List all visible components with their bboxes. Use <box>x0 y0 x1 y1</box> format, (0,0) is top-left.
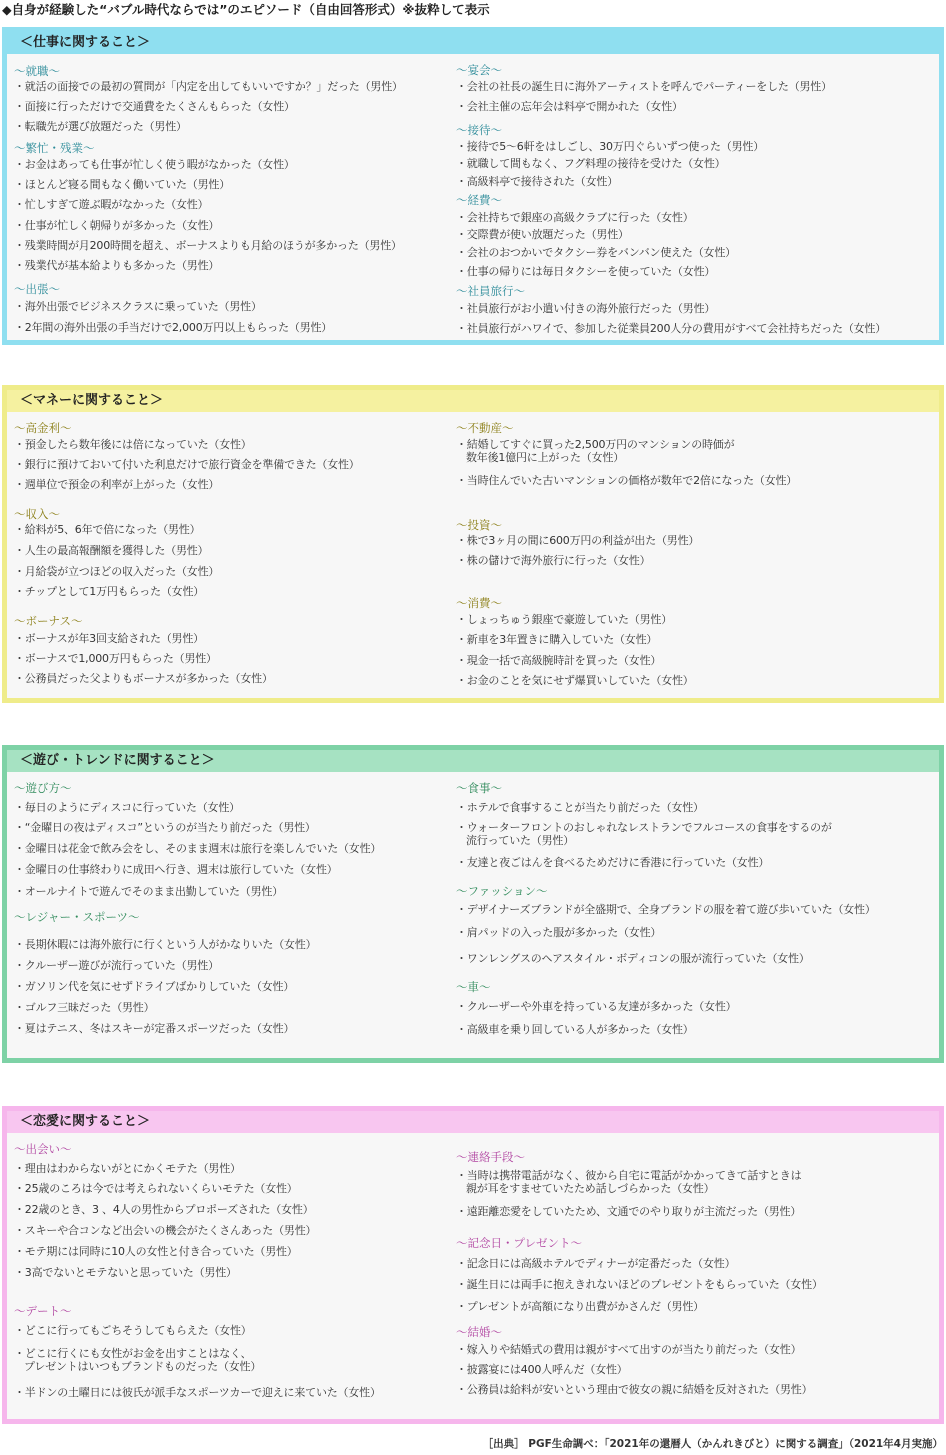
episode-item <box>14 1266 237 1279</box>
episode-item <box>14 1245 298 1258</box>
episode-item <box>14 239 402 252</box>
section-heading: ＜遊び・トレンドに関すること＞ <box>7 750 939 772</box>
episode-item <box>456 1278 823 1291</box>
episode-item <box>456 1205 801 1218</box>
episode-item <box>14 885 283 898</box>
episode-item <box>14 821 316 834</box>
episode-item-text: ・面接に行っただけで交通費をたくさんもらった（女性） <box>14 100 295 113</box>
episode-item <box>14 100 295 113</box>
category-label: ～結婚～ <box>456 1325 502 1339</box>
episode-item <box>14 458 360 471</box>
episode-item <box>14 544 208 557</box>
episode-item <box>456 1363 628 1376</box>
category-label: ～食事～ <box>456 781 502 795</box>
episode-item-text: ・クルーザーや外車を持っている友達が多かった（女性） <box>456 1000 737 1013</box>
episode-item-text: ・高級料亭で接待された（女性） <box>456 175 618 188</box>
category-label: ～車～ <box>456 980 491 994</box>
episode-item-text: ・公務員は給料が安いという理由で彼女の親に結婚を反対された（男性） <box>456 1383 813 1396</box>
episode-item-text: ・“金曜日の夜はディスコ”というのが当たり前だった（男性） <box>14 821 316 834</box>
episode-item-text: ・毎日のようにディスコに行っていた（女性） <box>14 801 240 814</box>
episode-item <box>456 1023 694 1036</box>
episode-item <box>14 80 403 93</box>
section-money <box>2 385 944 703</box>
section-body <box>7 772 939 1058</box>
episode-item <box>14 1001 154 1014</box>
episode-item <box>14 565 219 578</box>
episode-item-text: ・会社のおつかいでタクシー券をバンバン使えた（女性） <box>456 246 736 259</box>
episode-item-text: ・残業時間が月200時間を超え、ボーナスよりも月給のほうが多かった（男性） <box>14 239 402 252</box>
episode-item-text: ・会社主催の忘年会は料亭で開かれた（女性） <box>456 100 683 113</box>
category-label: ～消費～ <box>456 596 502 610</box>
episode-item-text: ・クルーザー遊びが流行っていた（男性） <box>14 959 219 972</box>
episode-item <box>14 863 338 876</box>
episode-item-text: ・ほとんど寝る間もなく働いていた（男性） <box>14 178 230 191</box>
episode-item-text: ・月給袋が立つほどの収入だった（女性） <box>14 565 220 578</box>
page-title: ◆自身が経験した“バブル時代ならでは”のエピソード（自由回答形式）※抜粋して表示 <box>2 2 490 17</box>
episode-item-text: ・社員旅行がハワイで、参加した従業員200人分の費用がすべて会社持ちだった（女性） <box>456 322 887 335</box>
category-label: ～接待～ <box>456 123 502 137</box>
episode-item <box>14 438 252 451</box>
episode-item <box>456 926 661 939</box>
episode-item <box>456 856 769 869</box>
episode-item-text: ・現金一括で高級腕時計を買った（女性） <box>456 654 662 667</box>
episode-item-text: ・スキーや合コンなど出会いの機会がたくさんあった（男性） <box>14 1224 317 1237</box>
episode-item-text: ・金曜日の仕事終わりに成田へ行き、週末は旅行していた（女性） <box>14 863 338 876</box>
category-label: ～収入～ <box>14 507 60 521</box>
episode-item <box>14 1022 294 1035</box>
episode-item-text: ・会社の社長の誕生日に海外アーティストを呼んでパーティーをした（男性） <box>456 80 832 93</box>
episode-item <box>456 302 715 315</box>
episode-item <box>14 652 217 665</box>
episode-item-text: ・3高でないとモテないと思っていた（男性） <box>14 1266 237 1279</box>
episode-item-text: ・遠距離恋愛をしていたため、文通でのやり取りが主流だった（男性） <box>456 1205 802 1218</box>
episode-item-text: ・オールナイトで遊んでそのまま出勤していた（男性） <box>14 885 284 898</box>
episode-item-text: ・週単位で預金の利率が上がった（女性） <box>14 478 220 491</box>
episode-item-text: ・高級車を乗り回している人が多かった（女性） <box>456 1023 694 1036</box>
episode-item <box>456 534 699 547</box>
episode-item-continuation: 流行っていた（男性） <box>466 834 574 847</box>
episode-item-text: ・ガソリン代を気にせずドライブばかりしていた（女性） <box>14 980 295 993</box>
section-play <box>2 745 944 1063</box>
episode-item <box>456 438 734 464</box>
episode-item-text: ・仕事の帰りには毎日タクシーを使っていた（女性） <box>456 265 716 278</box>
episode-item <box>14 120 187 133</box>
episode-item <box>14 1324 252 1337</box>
episode-item-text: ・接待で5～6軒をはしごし、30万円ぐらいずつ使った（男性） <box>456 140 764 153</box>
episode-item <box>456 1169 801 1195</box>
category-label: ～レジャー・スポーツ～ <box>14 910 140 924</box>
episode-item-text: ・誕生日には両手に抱えきれないほどのプレゼントをもらっていた（女性） <box>456 1278 823 1291</box>
episode-item-continuation: プレゼントはいつもブランドものだった（女性） <box>24 1360 262 1373</box>
section-heading: ＜恋愛に関すること＞ <box>7 1111 939 1133</box>
episode-item <box>14 478 219 491</box>
episode-item <box>14 321 332 334</box>
episode-item-text: ・ホテルで食事することが当たり前だった（女性） <box>456 801 704 814</box>
section-body <box>7 1133 939 1419</box>
episode-item <box>456 554 650 567</box>
episode-item <box>456 211 694 224</box>
episode-item <box>14 1203 314 1216</box>
episode-item <box>14 585 204 598</box>
category-label: ～宴会～ <box>456 63 502 77</box>
category-label: ～デート～ <box>14 1304 72 1318</box>
section-work <box>2 27 944 345</box>
episode-item-text: ・転職先が選び放題だった（男性） <box>14 120 187 133</box>
episode-item <box>456 1257 735 1270</box>
episode-item <box>456 801 704 814</box>
episode-item-text: ・お金のことを気にせず爆買いしていた（女性） <box>456 674 694 687</box>
category-label: ～出会い～ <box>14 1142 72 1156</box>
episode-item-text: ・記念日には高級ホテルでディナーが定番だった（女性） <box>456 1257 736 1270</box>
episode-item-text: ・海外出張でビジネスクラスに乗っていた（男性） <box>14 300 262 313</box>
section-heading: ＜仕事に関すること＞ <box>7 32 939 54</box>
episode-item <box>14 632 204 645</box>
episode-item-text: ・新車を3年置きに購入していた（女性） <box>456 633 658 646</box>
episode-item-text: ・当時は携帯電話がなく、彼から自宅に電話がかかってきて話すときは <box>456 1169 802 1182</box>
episode-item-text: ・結婚してすぐに買った2,500万円のマンションの時価が <box>456 438 735 451</box>
episode-item <box>456 952 810 965</box>
episode-item-text: ・半ドンの土曜日には彼氏が派手なスポーツカーで迎えに来ていた（女性） <box>14 1386 381 1399</box>
category-label: ～ボーナス～ <box>14 614 83 628</box>
episode-item-continuation: 親が耳をすませていたため話しづらかった（女性） <box>466 1182 715 1195</box>
episode-item-text: ・公務員だった父よりもボーナスが多かった（女性） <box>14 672 273 685</box>
episode-item <box>14 198 208 211</box>
episode-item <box>456 903 876 916</box>
episode-item <box>14 1162 241 1175</box>
episode-item <box>14 1182 298 1195</box>
episode-item-text: ・どこに行くにも女性がお金を出すことはなく、 <box>14 1347 252 1360</box>
episode-item-text: ・夏はテニス、冬はスキーが定番スポーツだった（女性） <box>14 1022 295 1035</box>
episode-item-text: ・どこに行ってもごちそうしてもらえた（女性） <box>14 1324 252 1337</box>
episode-item <box>14 178 230 191</box>
section-body <box>7 412 939 698</box>
episode-item-text: ・株の儲けで海外旅行に行った（女性） <box>456 554 651 567</box>
episode-item-text: ・当時住んでいた古いマンションの価格が数年で2倍になった（女性） <box>456 474 798 487</box>
episode-item-text: ・残業代が基本給よりも多かった（男性） <box>14 259 220 272</box>
episode-item-text: ・ワンレングスのヘアスタイル・ボディコンの服が流行っていた（女性） <box>456 952 810 965</box>
episode-item-text: ・お金はあっても仕事が忙しく使う暇がなかった（女性） <box>14 158 295 171</box>
category-label: ～繁忙・残業～ <box>14 141 95 155</box>
episode-item <box>456 175 618 188</box>
episode-item <box>456 1300 704 1313</box>
category-label: ～高金利～ <box>14 421 72 435</box>
episode-item-text: ・就活の面接での最初の質問が「内定を出してもいいですか？」だった（男性） <box>14 80 403 93</box>
episode-item <box>456 157 725 170</box>
episode-item-text: ・デザイナーズブランドが全盛期で、全身ブランドの服を着て遊び歩いていた（女性） <box>456 903 876 916</box>
episode-item-text: ・就職して間もなく、フグ料理の接待を受けた（女性） <box>456 157 726 170</box>
episode-item-text: ・給料が5、6年で倍になった（男性） <box>14 523 201 536</box>
category-label: ～社員旅行～ <box>456 284 525 298</box>
episode-item-text: ・25歳のころは今では考えられないくらいモテた（女性） <box>14 1182 298 1195</box>
episode-item-text: ・社員旅行がお小遣い付きの海外旅行だった（男性） <box>456 302 716 315</box>
source-citation: ［出典］ PGF生命調べ：「2021年の還暦人（かんれきびと）に関する調査」（2021年4月実施） <box>482 1438 943 1450</box>
episode-item <box>456 246 736 259</box>
category-label: ～遊び方～ <box>14 781 72 795</box>
episode-item <box>14 1347 261 1373</box>
episode-item-text: ・預金したら数年後には倍になっていた（女性） <box>14 438 252 451</box>
category-label: ～経費～ <box>456 193 502 207</box>
episode-item-text: ・友達と夜ごはんを食べるためだけに香港に行っていた（女性） <box>456 856 770 869</box>
episode-item <box>14 1386 381 1399</box>
episode-item-text: ・プレゼントが高額になり出費がかさんだ（男性） <box>456 1300 704 1313</box>
episode-item <box>456 140 764 153</box>
episode-item <box>456 1343 801 1356</box>
episode-item-continuation: 数年後1億円に上がった（女性） <box>466 451 624 464</box>
episode-item-text: ・忙しすぎて遊ぶ暇がなかった（女性） <box>14 198 209 211</box>
episode-item <box>14 959 219 972</box>
episode-item <box>14 938 316 951</box>
episode-item <box>14 672 273 685</box>
episode-item-text: ・披露宴には400人呼んだ（女性） <box>456 1363 628 1376</box>
episode-item-text: ・モテ期には同時に10人の女性と付き合っていた（男性） <box>14 1245 298 1258</box>
episode-item <box>14 219 219 232</box>
episode-item <box>14 801 240 814</box>
episode-item <box>456 100 683 113</box>
category-label: ～投資～ <box>456 518 502 532</box>
episode-item-text: ・ボーナスで1,000万円もらった（男性） <box>14 652 217 665</box>
episode-item-text: ・ウォーターフロントのおしゃれなレストランでフルコースの食事をするのが <box>456 821 832 834</box>
episode-item-text: ・人生の最高報酬額を獲得した（男性） <box>14 544 209 557</box>
episode-item-text: ・理由はわからないがとにかくモテた（男性） <box>14 1162 241 1175</box>
section-heading: ＜マネーに関すること＞ <box>7 390 939 412</box>
episode-item <box>14 842 381 855</box>
episode-item <box>14 523 200 536</box>
episode-item <box>456 228 629 241</box>
episode-item <box>14 300 262 313</box>
episode-item-text: ・交際費が使い放題だった（男性） <box>456 228 629 241</box>
episode-item-text: ・株で3ヶ月の間に600万円の利益が出た（男性） <box>456 534 700 547</box>
episode-item <box>456 322 886 335</box>
category-label: ～連絡手段～ <box>456 1150 525 1164</box>
episode-item <box>456 654 661 667</box>
episode-item <box>456 613 672 626</box>
episode-item <box>14 1224 316 1237</box>
episode-item-text: ・金曜日は花金で飲み会をし、そのまま週末は旅行を楽しんでいた（女性） <box>14 842 382 855</box>
episode-item-text: ・肩パッドの入った服が多かった（女性） <box>456 926 662 939</box>
episode-item <box>456 474 797 487</box>
episode-item-text: ・ボーナスが年3回支給された（男性） <box>14 632 204 645</box>
episode-item-text: ・しょっちゅう銀座で豪遊していた（男性） <box>456 613 672 626</box>
episode-item <box>456 80 832 93</box>
episode-item-text: ・仕事が忙しく朝帰りが多かった（女性） <box>14 219 220 232</box>
episode-item-text: ・嫁入りや結婚式の費用は親がすべて出すのが当たり前だった（女性） <box>456 1343 802 1356</box>
category-label: ～ファッション～ <box>456 884 548 898</box>
episode-item <box>456 1000 736 1013</box>
episode-item-text: ・銀行に預けておいて付いた利息だけで旅行資金を準備できた（女性） <box>14 458 360 471</box>
episode-item-text: ・22歳のとき、3 、4人の男性からプロポーズされた（女性） <box>14 1203 314 1216</box>
episode-item <box>14 259 219 272</box>
episode-item-text: ・ゴルフ三昧だった（男性） <box>14 1001 155 1014</box>
episode-item <box>14 980 294 993</box>
episode-item <box>456 265 715 278</box>
section-love <box>2 1106 944 1424</box>
category-label: ～記念日・プレゼント～ <box>456 1236 583 1250</box>
episode-item <box>456 633 657 646</box>
episode-item-text: ・チップとして1万円もらった（女性） <box>14 585 205 598</box>
category-label: ～就職～ <box>14 64 60 78</box>
category-label: ～出張～ <box>14 282 60 296</box>
episode-item-text: ・長期休暇には海外旅行に行くという人がかなりいた（女性） <box>14 938 317 951</box>
episode-item-text: ・2年間の海外出張の手当だけで2,000万円以上もらった（男性） <box>14 321 333 334</box>
episode-item-text: ・会社持ちで銀座の高級クラブに行った（女性） <box>456 211 694 224</box>
category-label: ～不動産～ <box>456 421 514 435</box>
episode-item <box>456 674 694 687</box>
section-body <box>7 54 939 340</box>
episode-item <box>456 821 832 847</box>
episode-item <box>456 1383 812 1396</box>
episode-item <box>14 158 295 171</box>
